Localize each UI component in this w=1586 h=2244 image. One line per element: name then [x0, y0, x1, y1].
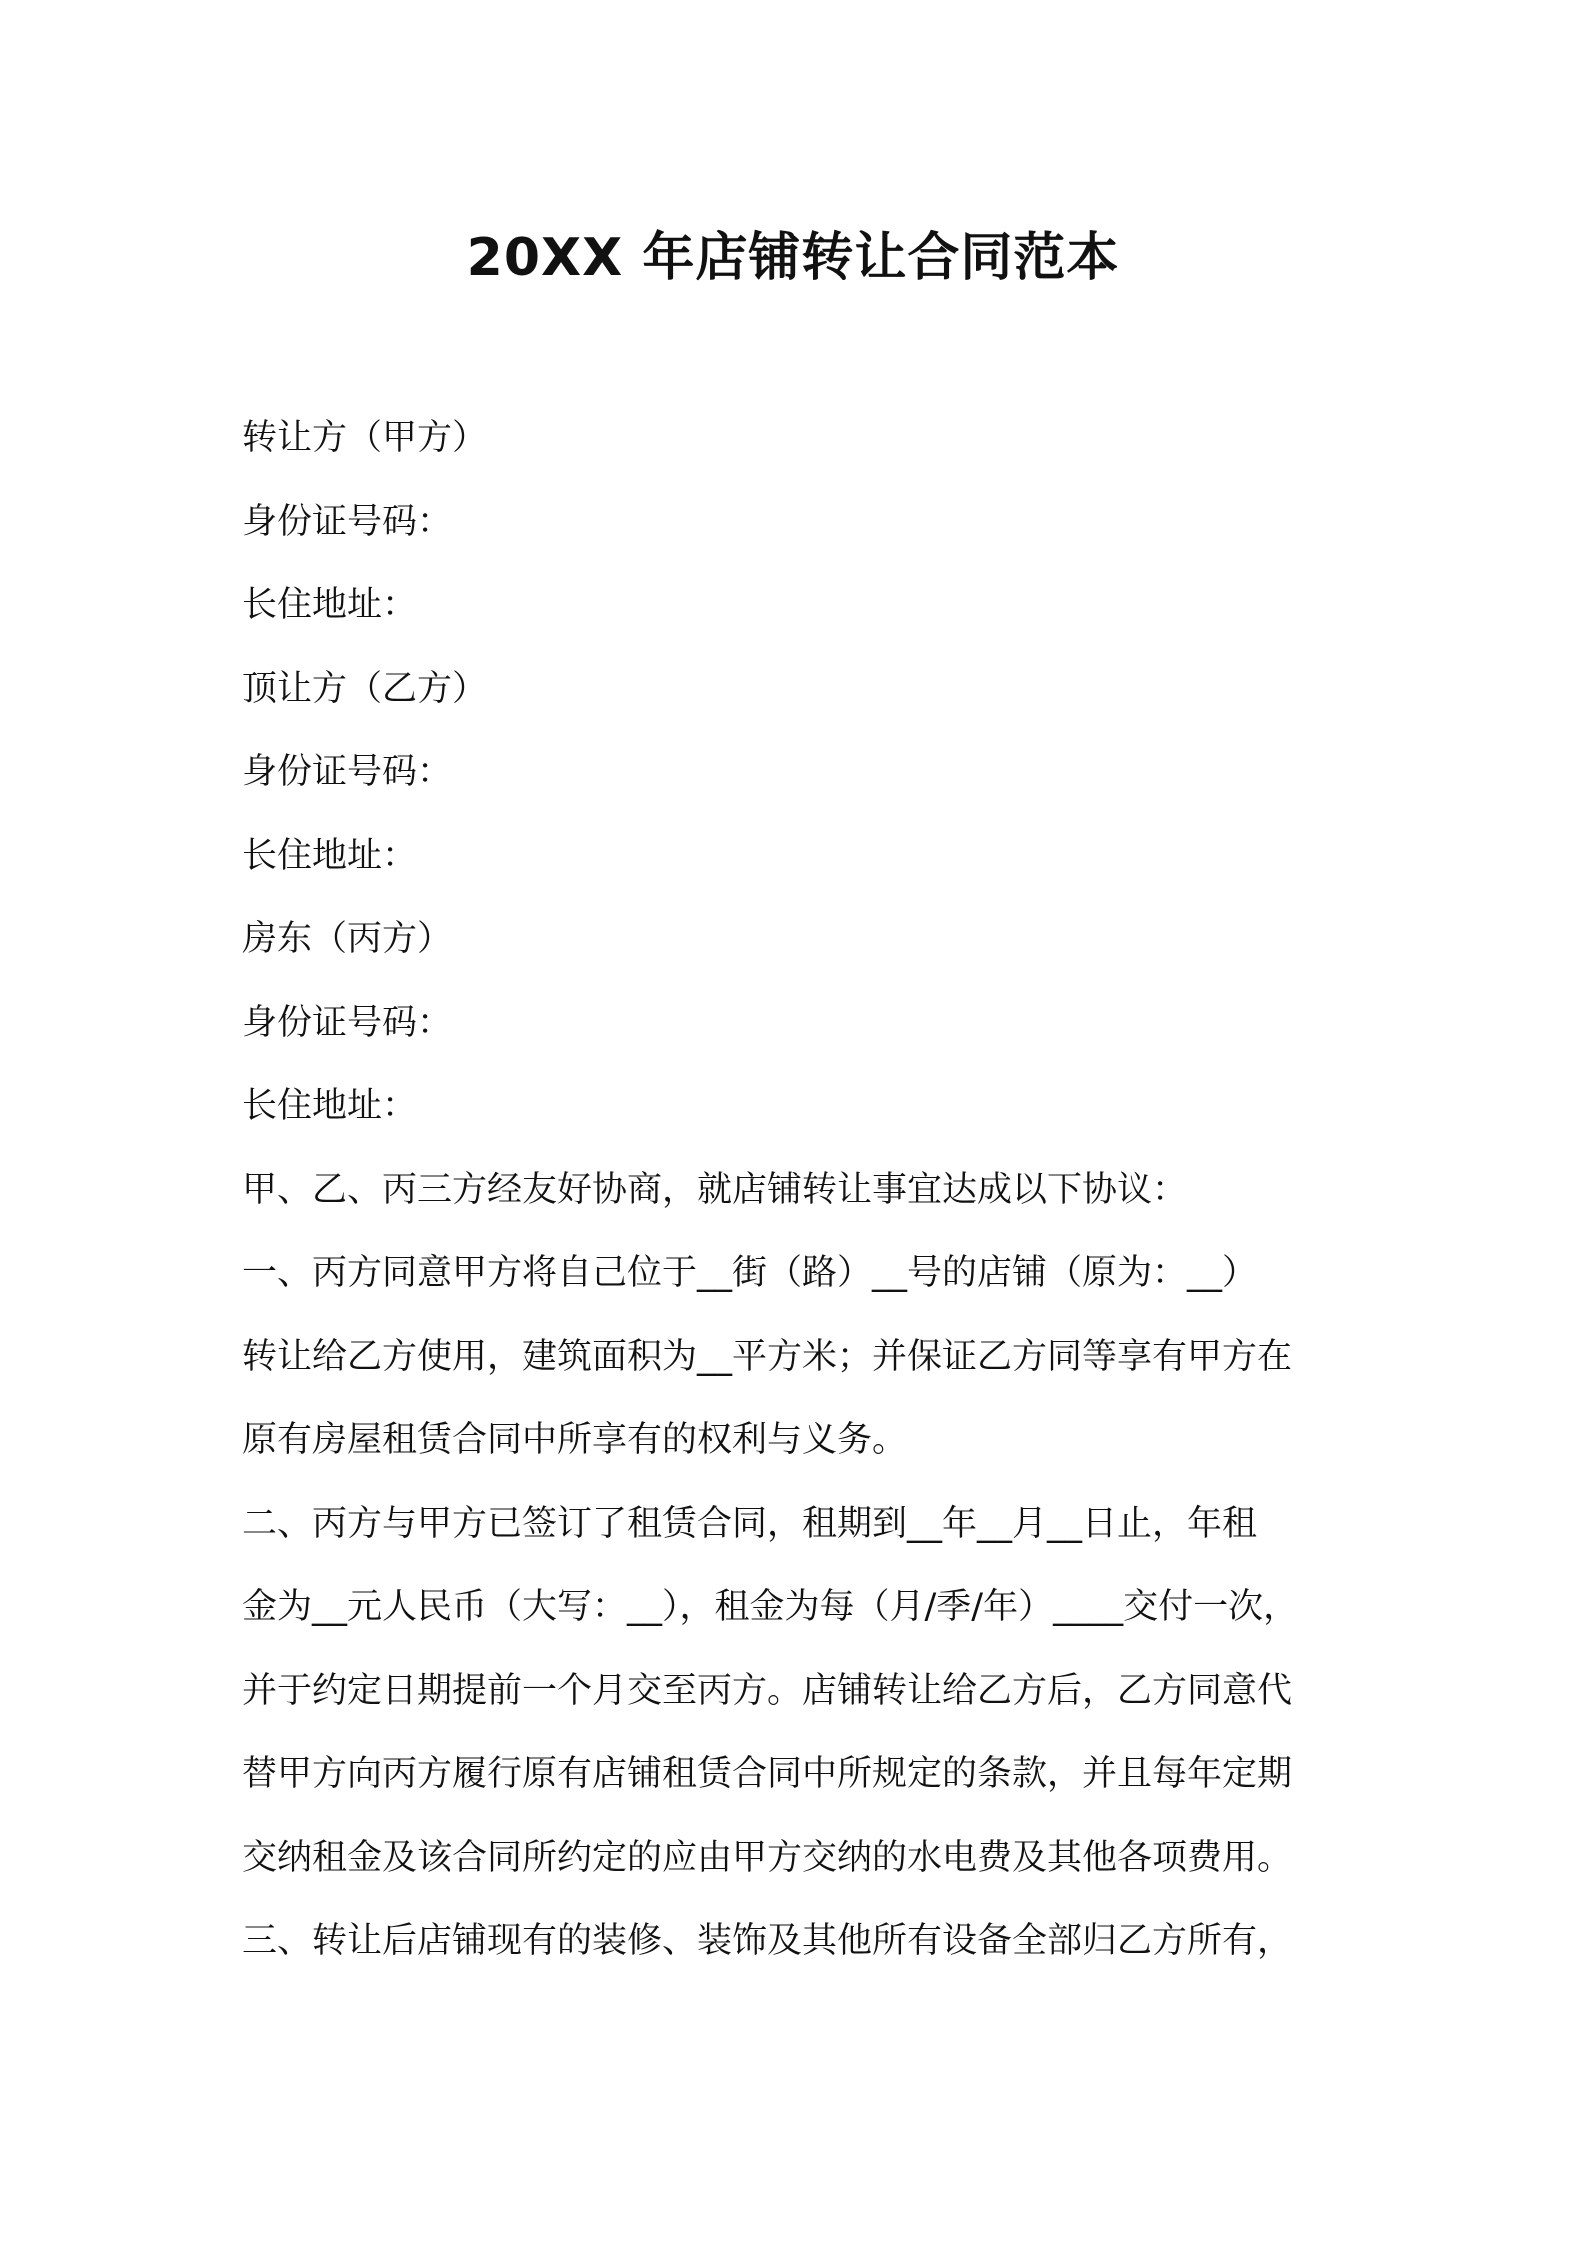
clause-2-line-2: 金为__元人民币（大写：__），租金为每（月/季/年）____交付一次，: [242, 1587, 1299, 1627]
clause-2-line-4: 替甲方向丙方履行原有店铺租赁合同中所规定的条款，并且每年定期: [242, 1754, 1293, 1794]
clause-2-line-5: 交纳租金及该合同所约定的应由甲方交纳的水电费及其他各项费用。: [242, 1837, 1293, 1878]
party-a-address: 长住地址：: [242, 585, 418, 625]
clause-1-line-3: 原有房屋租赁合同中所享有的权利与义务。: [242, 1420, 908, 1460]
party-c-label: 房东（丙方）: [242, 919, 453, 959]
clause-2-line-3: 并于约定日期提前一个月交至丙方。店铺转让给乙方后，乙方同意代: [242, 1670, 1293, 1711]
party-c-id-number: 身份证号码：: [242, 1002, 453, 1043]
clause-3-line-1: 三、转让后店铺现有的装修、装饰及其他所有设备全部归乙方所有，: [242, 1921, 1293, 1961]
agreement-intro: 甲、乙、丙三方经友好协商，就店铺转让事宜达成以下协议：: [242, 1169, 1188, 1210]
party-b-label: 顶让方（乙方）: [242, 668, 488, 709]
party-b-id-number: 身份证号码：: [242, 752, 453, 792]
document-body: [242, 397, 1362, 1984]
party-c-address: 长住地址：: [242, 1086, 418, 1126]
party-a-id-number: 身份证号码：: [242, 501, 453, 542]
party-a-label: 转让方（甲方）: [242, 418, 488, 458]
party-b-address: 长住地址：: [242, 835, 418, 876]
clause-2-line-1: 二、丙方与甲方已签订了租赁合同，租期到__年__月__日止，年租: [242, 1503, 1258, 1544]
document-title: 20XX 年店铺转让合同范本: [466, 228, 1120, 288]
clause-1-line-1: 一、丙方同意甲方将自己位于__街（路）__号的店铺（原为：__）: [242, 1253, 1258, 1293]
clause-1-line-2: 转让给乙方使用，建筑面积为__平方米；并保证乙方同等享有甲方在: [242, 1336, 1293, 1377]
